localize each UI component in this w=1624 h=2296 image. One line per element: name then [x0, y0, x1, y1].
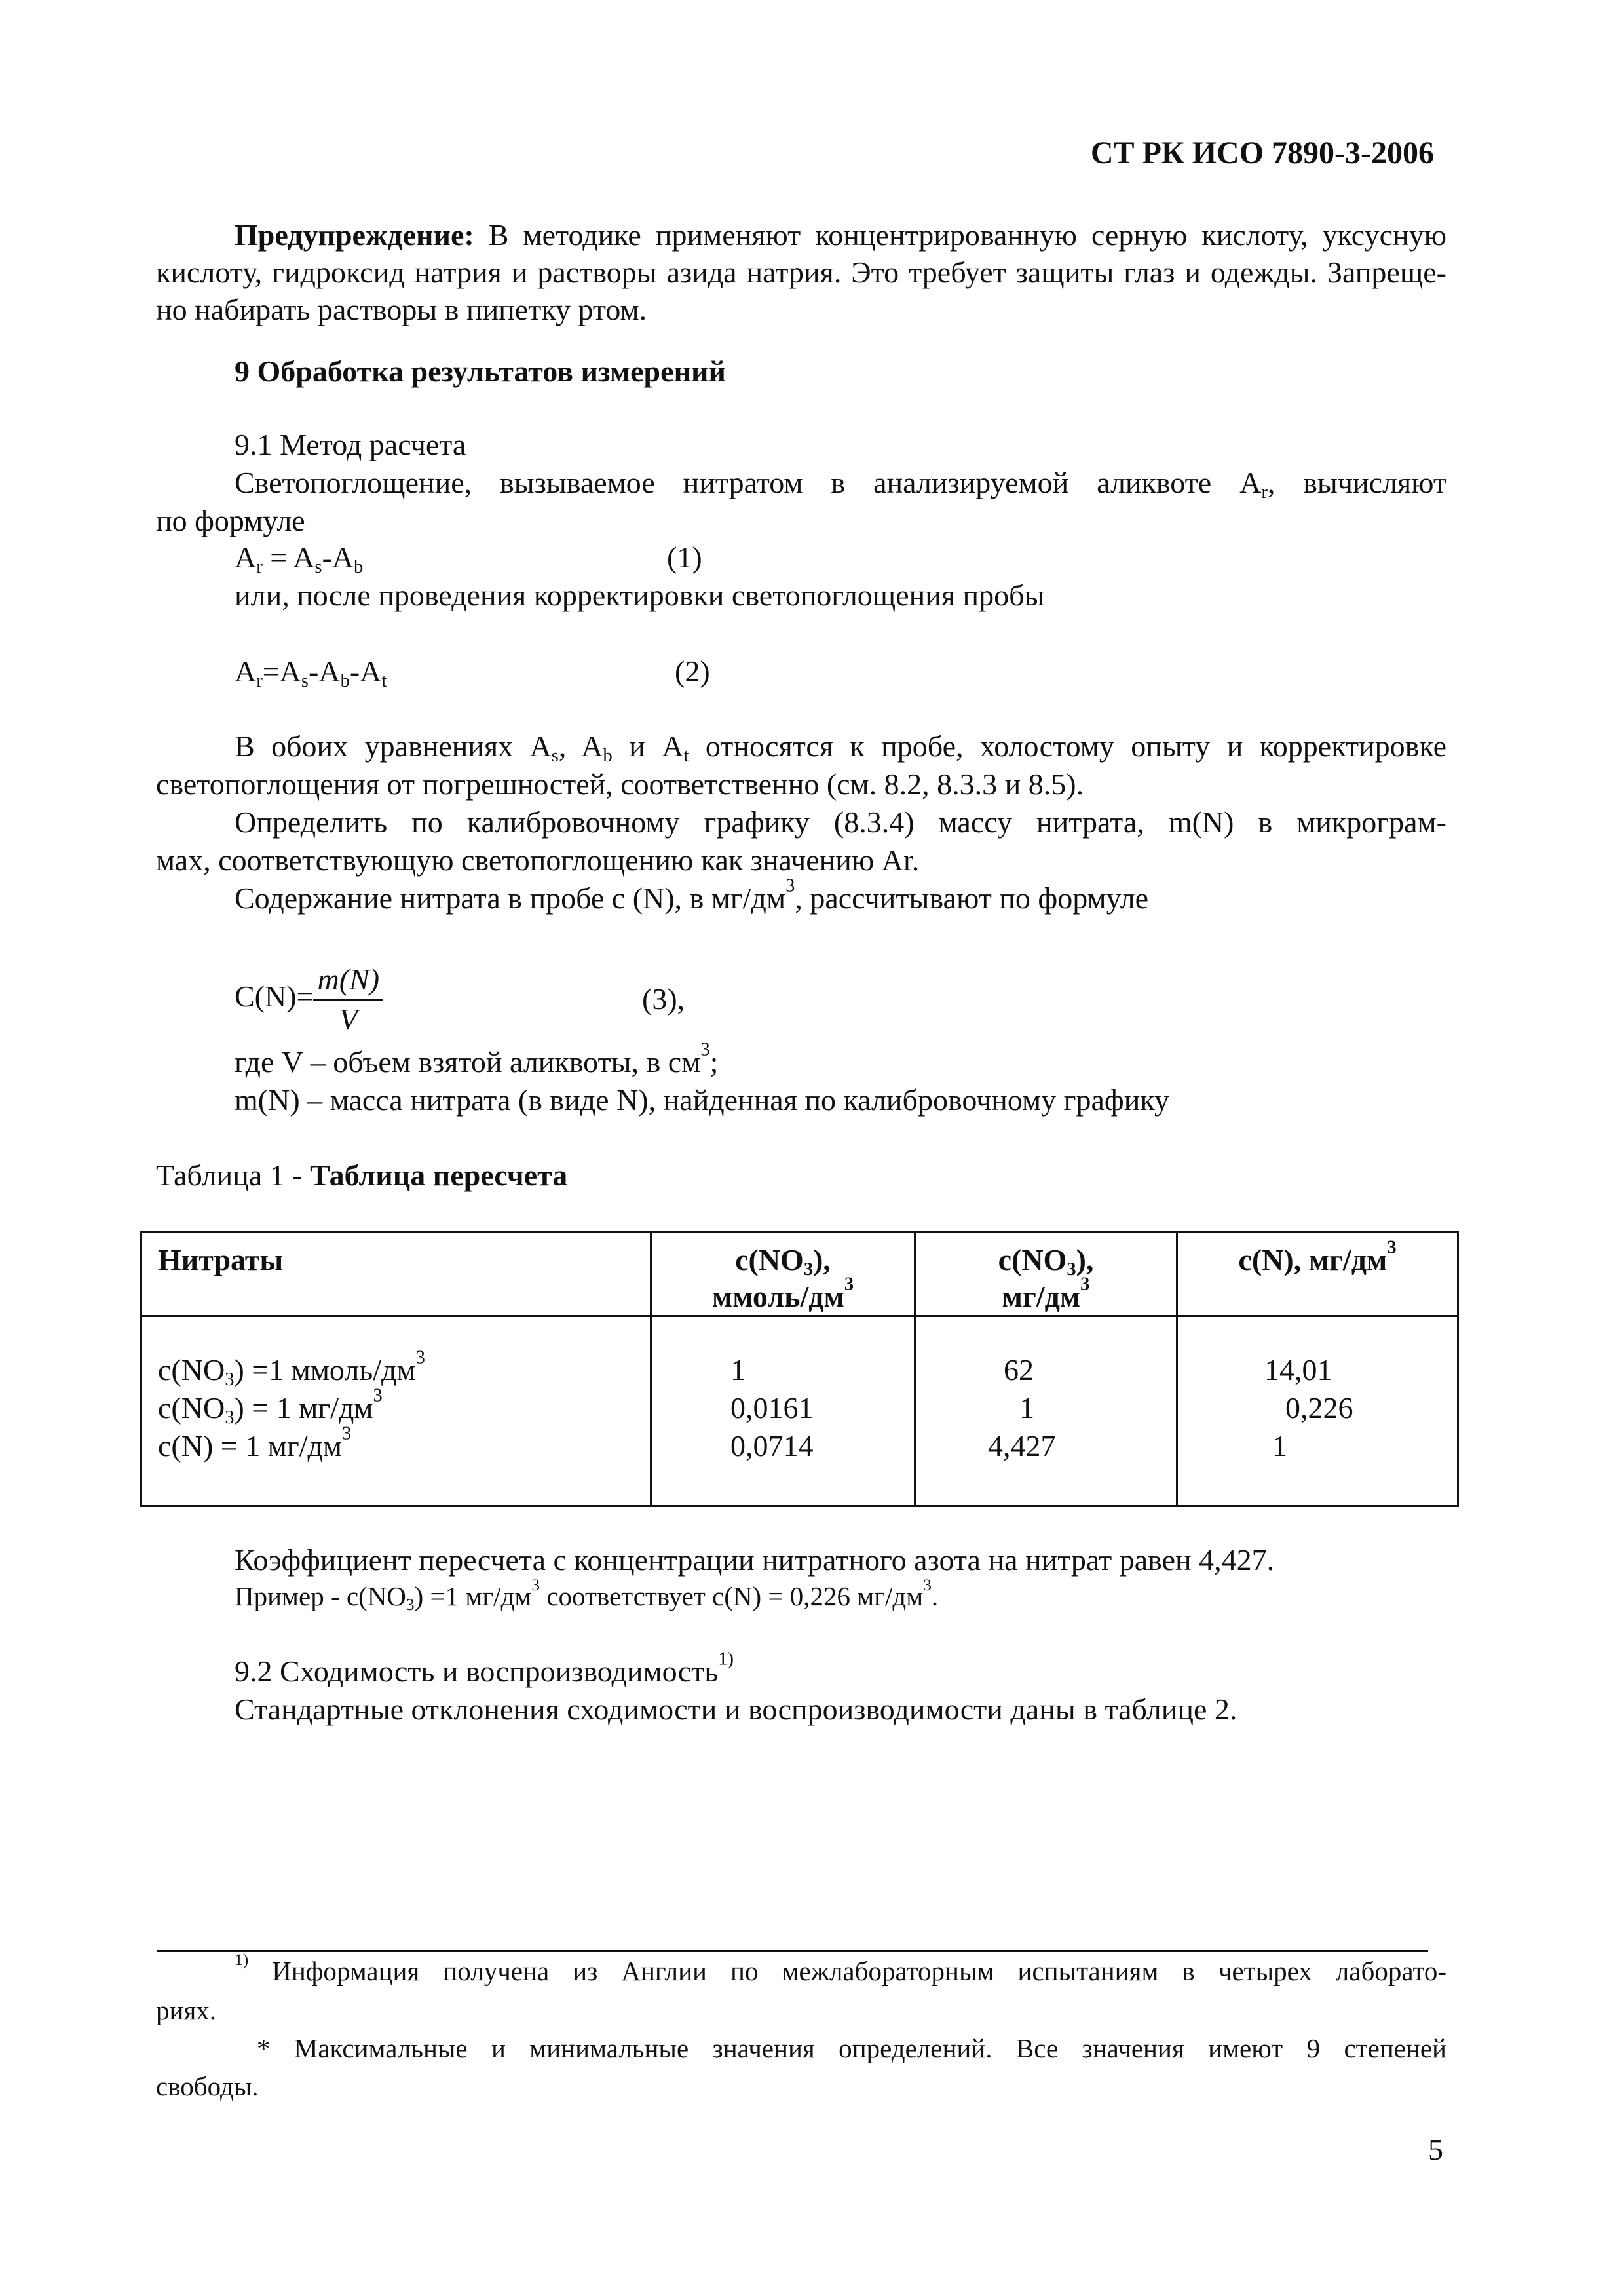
table-cell: 14,01 [1264, 1353, 1332, 1387]
footnote-1-line-1 [235, 1953, 1446, 1989]
document-id: СТ РК ИСО 7890-3-2006 [1090, 136, 1434, 170]
warning-text-1: В методике применяют концентрированную серную кислоту, уксусную [488, 218, 1447, 252]
table-row-label: c(N) = 1 $мг/дм^3$ [158, 1423, 352, 1463]
determine-line-1: Определить по калибровочному графику (8.3.4) массу нитрата, m(N) в микрограм- [235, 805, 1446, 839]
content-line: Содержание нитрата в пробе c (N), в $мг/дм^3$, рассчитывают по формуле [235, 875, 1148, 915]
footnote-1-text: Информация получена из Англии по межлабораторным испытаниям в четырех лаборато- [248, 1956, 1446, 1986]
fraction-denominator: V [339, 1003, 358, 1036]
warning-line-1 [235, 216, 1446, 254]
or-line: или, после проведения корректировки светопоглощения пробы [235, 579, 1045, 612]
subsection-9-2: 9.2 Сходимость и воспроизводимость$^{1)}$ [235, 1649, 734, 1688]
formula-3-lhs: C(N)= [235, 980, 314, 1014]
header-no3-mmol: $c(NO_3)$, ммоль/$дм^3$ [651, 1232, 915, 1316]
col-n-values [1177, 1316, 1458, 1506]
header-no3-mg: $c(NO_3)$, $мг/дм^3$ [915, 1232, 1177, 1316]
header-nitrates: Нитраты [142, 1232, 651, 1316]
row-labels-cell [142, 1316, 651, 1506]
warning-line-3: но набирать растворы в пипетку ртом. [156, 293, 647, 326]
table-1-caption: Таблица 1 - Таблица пересчета [156, 1158, 568, 1192]
table-header-row [142, 1232, 1458, 1316]
table-cell: 62 [1004, 1353, 1034, 1387]
both-line-1: В обоих уравнениях $A_s$, $A_b$ и $A_t$ относятся к пробе, холостому опыту и корректировке [235, 729, 1447, 766]
col-mmol-values [651, 1316, 915, 1506]
page-number: 5 [1428, 2133, 1443, 2166]
both-line-2: светопоглощения от погрешностей, соответственно (см. 8.2, 8.3.3 и 8.5). [156, 767, 1084, 801]
determine-line-2: мах, соответствующую светопоглощению как значению Ar. [156, 843, 920, 877]
subsection-9-2-text: Стандартные отклонения сходимости и воспроизводимости даны в таблице 2. [235, 1693, 1237, 1726]
table-cell: 1 [1272, 1429, 1287, 1463]
table-row-label: $c(NO_3) =1$ ммоль/$дм^3$ [158, 1347, 425, 1390]
intro-line-2: по формуле [156, 504, 305, 537]
formula-2-number: (2) [675, 655, 710, 688]
intro-text: Светопоглощение, вызываемое нитратом в анализируемой аликвоте A [235, 466, 1262, 499]
fraction-numerator: m(N) [313, 961, 383, 1001]
footnote-2-line-2: свободы. [156, 2071, 259, 2101]
intro-tail: , вычисляют [1267, 466, 1446, 499]
table-cell: 1 [1019, 1391, 1034, 1425]
table-cell: 4,427 [988, 1429, 1056, 1463]
formula-1-number: (1) [667, 541, 702, 574]
formula-1: $A_r = A_s-A_b$ [235, 541, 364, 577]
warning-label: Предупреждение: [235, 218, 474, 252]
where-v: где V – объем взятой аликвоты, в $см^3$; [235, 1039, 719, 1079]
table-body-row [142, 1316, 1458, 1506]
formula-3 [235, 961, 383, 1039]
subsection-9-1: 9.1 Метод расчета [235, 428, 466, 461]
footnote-2-line-1: * Максимальные и минимальные значения определений. Все значения имеют 9 степеней [257, 2033, 1446, 2063]
example-line: Пример - $c(NO_3) =1$ $мг/дм^3$ соответствует c(N) = 0,226 $мг/дм^3$. [235, 1576, 939, 1615]
intro-sub: r [1261, 482, 1268, 503]
table-row-label: $c(NO_3) = 1$ $мг/дм^3$ [158, 1385, 383, 1428]
conversion-table [140, 1231, 1459, 1507]
col-mg-values [915, 1316, 1177, 1506]
table-cell: 0,0714 [730, 1429, 814, 1463]
table-cell: 1 [730, 1353, 746, 1387]
where-m: m(N) – масса нитрата (в виде N), найденная по калибровочному графику [235, 1083, 1170, 1117]
section-9-heading: 9 Обработка результатов измерений [235, 354, 727, 388]
footnote-1-line-2: риях. [156, 1995, 217, 2025]
warning-line-2: кислоту, гидроксид натрия и растворы азида натрия. Это требует защиты глаз и одежды. Запреще- [156, 256, 1446, 289]
table-cell: 0,0161 [730, 1391, 814, 1425]
formula-3-fraction [313, 961, 383, 1039]
footnote-separator [157, 1950, 1428, 1952]
intro-line-1 [235, 464, 1446, 502]
table-cell: 0,226 [1285, 1391, 1353, 1425]
formula-3-number: (3), [642, 982, 685, 1016]
formula-2: $A_r=A_s-A_b-A_t$ [235, 655, 387, 691]
header-n-mg: c(N), $мг/дм^3$ [1177, 1232, 1458, 1316]
coefficient-line: Коэффициент пересчета с концентрации нитратного азота на нитрат равен 4,427. [235, 1543, 1275, 1577]
footnote-1-mark: 1) [235, 1951, 249, 1970]
